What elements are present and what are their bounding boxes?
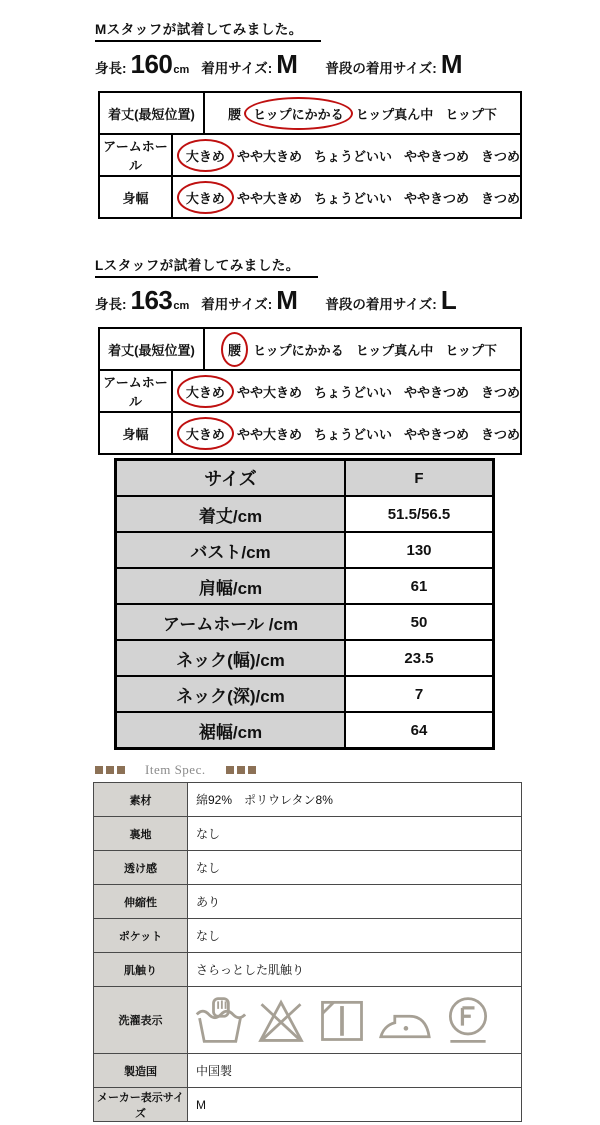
table-row (94, 816, 521, 850)
height-unit: cm (173, 64, 190, 76)
fit-option-selected: 大きめ (186, 382, 225, 401)
fit-option: ちょうどいい (313, 426, 392, 442)
table-row (94, 783, 521, 816)
fit-option: 腰 (228, 106, 242, 122)
wear-size-label: 着用サイズ: (201, 297, 273, 312)
fit-option-selected: 大きめ (186, 424, 225, 443)
table-row (100, 175, 520, 217)
table-row (100, 369, 520, 411)
fit-section-m (95, 18, 535, 219)
size-row-value: 61 (346, 569, 492, 603)
fit-option: ややきつめ (403, 384, 469, 400)
table-row (100, 133, 520, 175)
table-row (94, 918, 521, 952)
section-title: Mスタッフが試着してみました。 (95, 18, 321, 42)
table-row (117, 639, 492, 675)
spec-row-label: 製造国 (94, 1054, 188, 1087)
staff-stats (95, 49, 535, 80)
spec-row-value: さらっとした肌触り (188, 953, 521, 986)
size-row-label: 裾幅/cm (117, 713, 346, 747)
size-row-value: 64 (346, 713, 492, 747)
fit-options (173, 371, 520, 411)
spec-row-value: なし (188, 919, 521, 952)
fit-option: やや大きめ (236, 190, 302, 206)
size-row-label: 着丈/cm (117, 497, 346, 531)
fit-option: きつめ (480, 148, 520, 164)
fit-section-l (95, 254, 535, 455)
usual-size-label: 普段の着用サイズ: (325, 61, 437, 76)
fit-option: やや大きめ (236, 148, 302, 164)
fit-option: ややきつめ (403, 426, 469, 442)
fit-row-label: 着丈(最短位置) (100, 329, 205, 369)
item-spec-heading (95, 762, 256, 778)
fit-row-label: アームホール (100, 135, 173, 175)
size-row-value: 7 (346, 677, 492, 711)
spec-row-label: 裏地 (94, 817, 188, 850)
fit-option: ちょうどいい (313, 384, 392, 400)
fit-option: ヒップ下 (445, 342, 497, 358)
fit-row-label: アームホール (100, 371, 173, 411)
fit-option-selected: 大きめ (186, 188, 225, 207)
dry-in-shade-icon (316, 994, 368, 1046)
table-row (117, 675, 492, 711)
height-value: 160 (130, 49, 173, 79)
table-row (94, 986, 521, 1053)
spec-row-value: なし (188, 851, 521, 884)
table-row (100, 93, 520, 133)
fit-option: きつめ (480, 426, 520, 442)
square-icon (95, 766, 125, 774)
size-row-label: アームホール /cm (117, 605, 346, 639)
usual-size-value: M (440, 49, 462, 79)
fit-option: きつめ (480, 190, 520, 206)
table-row (117, 461, 492, 495)
spec-row-label: 伸縮性 (94, 885, 188, 918)
fit-option: ややきつめ (403, 148, 469, 164)
table-row (94, 1087, 521, 1121)
size-row-value: 130 (346, 533, 492, 567)
square-icon (226, 766, 256, 774)
laundry-care-icons (188, 987, 521, 1053)
wear-size-label: 着用サイズ: (201, 61, 273, 76)
spec-row-label: メーカー表示サイズ (94, 1088, 188, 1121)
table-row (94, 884, 521, 918)
spec-row-value: なし (188, 817, 521, 850)
size-row-label: バスト/cm (117, 533, 346, 567)
height-value: 163 (130, 285, 173, 315)
fit-option: ヒップ下 (445, 106, 497, 122)
size-row-value: 23.5 (346, 641, 492, 675)
spec-row-value: あり (188, 885, 521, 918)
spec-row-value: M (188, 1088, 521, 1121)
spec-row-label: 透け感 (94, 851, 188, 884)
fit-options (205, 93, 520, 133)
section-title: Lスタッフが試着してみました。 (95, 254, 318, 278)
dry-clean-f-icon (442, 994, 494, 1046)
fit-options (205, 329, 520, 369)
height-label: 身長: (95, 61, 127, 76)
table-row (117, 531, 492, 567)
fit-option: きつめ (480, 384, 520, 400)
spec-row-label: 素材 (94, 783, 188, 816)
fit-row-label: 着丈(最短位置) (100, 93, 205, 133)
size-row-label: 肩幅/cm (117, 569, 346, 603)
spec-row-value: 綿92% ポリウレタン8% (188, 783, 521, 816)
fit-table (98, 327, 522, 455)
size-row-value: 51.5/56.5 (346, 497, 492, 531)
spec-row-label: ポケット (94, 919, 188, 952)
fit-row-label: 身幅 (100, 177, 173, 217)
table-row (117, 711, 492, 747)
table-row (94, 1053, 521, 1087)
size-row-label: ネック(深)/cm (117, 677, 346, 711)
fit-options (173, 135, 520, 175)
table-row (100, 411, 520, 453)
item-spec-title: Item Spec. (145, 762, 206, 777)
fit-option: ヒップ真ん中 (355, 342, 434, 358)
wear-size-value: M (276, 285, 298, 315)
fit-table (98, 91, 522, 219)
spec-row-value: 中国製 (188, 1054, 521, 1087)
fit-options (173, 413, 520, 453)
iron-one-dot-icon (377, 994, 433, 1046)
size-header-label: サイズ (117, 461, 346, 495)
fit-option: ちょうどいい (313, 148, 392, 164)
item-spec-table (93, 782, 522, 1122)
height-label: 身長: (95, 297, 127, 312)
fit-option: ちょうどいい (313, 190, 392, 206)
fit-row-label: 身幅 (100, 413, 173, 453)
spec-row-label: 洗濯表示 (94, 987, 188, 1053)
table-row (117, 495, 492, 531)
height-unit: cm (173, 300, 190, 312)
fit-option: やや大きめ (236, 426, 302, 442)
wear-size-value: M (276, 49, 298, 79)
hand-wash-icon (194, 994, 246, 1046)
usual-size-label: 普段の着用サイズ: (325, 297, 437, 312)
size-row-value: 50 (346, 605, 492, 639)
fit-option: ヒップにかかる (253, 342, 344, 358)
size-header-value: F (346, 461, 492, 495)
spec-row-label: 肌触り (94, 953, 188, 986)
size-row-label: ネック(幅)/cm (117, 641, 346, 675)
usual-size-value: L (440, 285, 457, 315)
table-row (94, 952, 521, 986)
fit-option: ややきつめ (403, 190, 469, 206)
fit-option-selected: 腰 (228, 340, 241, 359)
fit-option-selected: 大きめ (186, 146, 225, 165)
table-row (117, 567, 492, 603)
staff-stats (95, 285, 535, 316)
fit-option: やや大きめ (236, 384, 302, 400)
fit-options (173, 177, 520, 217)
table-row (94, 850, 521, 884)
fit-option-selected: ヒップにかかる (253, 104, 344, 123)
table-row (100, 329, 520, 369)
size-table (114, 458, 495, 750)
fit-option: ヒップ真ん中 (355, 106, 434, 122)
do-not-bleach-icon (255, 994, 307, 1046)
table-row (117, 603, 492, 639)
